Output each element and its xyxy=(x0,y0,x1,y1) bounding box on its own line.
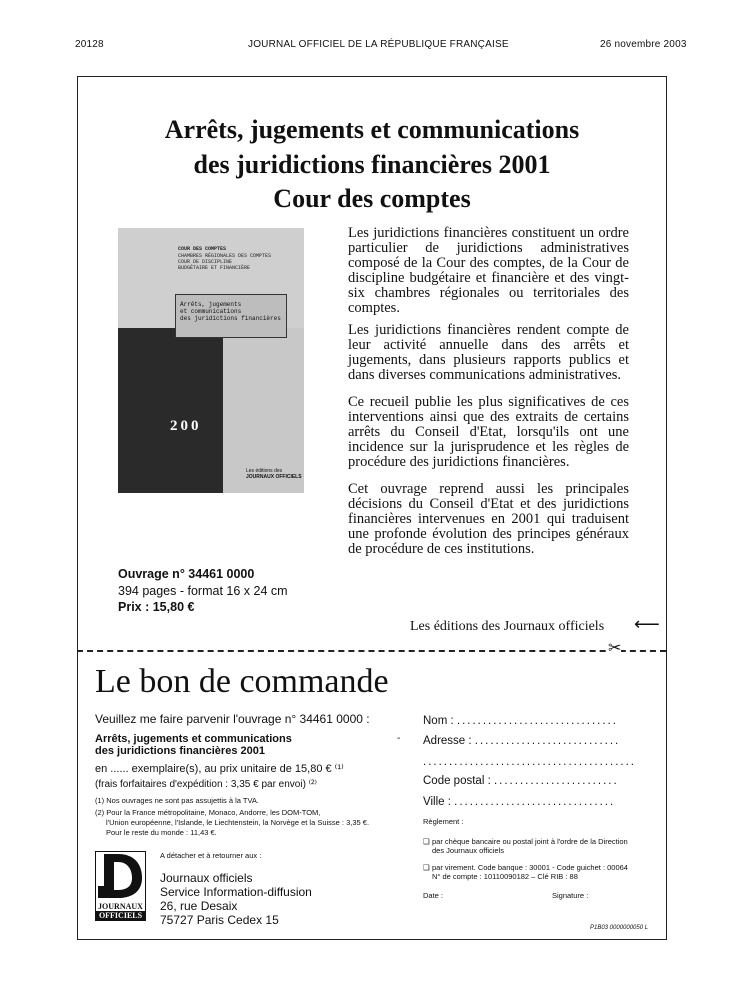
ville-label: Ville : xyxy=(423,796,451,808)
cover-publisher xyxy=(246,468,302,480)
book-cover-image xyxy=(118,228,304,493)
description-paragraph-4: Cet ouvrage reprend aussi les principales décisions du Conseil d'Etat et des juridictions financières intervenues en 2001 qui traduisent une profonde évolution des principes généraux de procédure de ces institutions. xyxy=(348,481,629,557)
description-paragraph-3: Ce recueil publie les plus significatives de ces interventions ainsi que des extraits de certains arrêts du Conseil d'Etat, lorsqu'ils ont une incidence sur la jurisprudence et les règles de procédure des juridictions financières. xyxy=(348,394,629,470)
footnote-2c: Pour le reste du monde : 11,43 €. xyxy=(106,828,217,837)
nom-dots: ............................... xyxy=(456,715,618,727)
book-title-line-3: Cour des comptes xyxy=(273,184,471,213)
address-line-2: Service Information-diffusion xyxy=(160,885,312,899)
cover-line-3: COUR DE DISCIPLINE xyxy=(178,259,233,265)
editions-label: Les éditions des Journaux officiels xyxy=(410,619,605,634)
reference-code: P1B03 0000000050 L xyxy=(590,925,649,931)
code-postal-label: Code postal : xyxy=(423,775,491,787)
page-number: 20128 xyxy=(75,39,104,50)
cover-box-line-2: et communications xyxy=(180,308,242,315)
adresse-line-2-field[interactable] xyxy=(423,755,636,769)
price: Prix : 15,80 € xyxy=(118,600,195,614)
book-title-line-1: Arrêts, jugements et communications xyxy=(164,115,580,144)
shipping-cost: (frais forfaitaires d'expédition : 3,35 € par envoi) ⁽²⁾ xyxy=(95,779,317,790)
cheque-line-2: des Journaux officiels xyxy=(432,846,504,855)
footnote-2a: (2) Pour la France métropolitaine, Monaco, Andorre, les DOM-TOM, xyxy=(95,808,321,817)
nom-label: Nom : xyxy=(423,715,454,727)
address-line-4: 75727 Paris Cedex 15 xyxy=(160,913,279,927)
cheque-checkbox[interactable]: ❑ xyxy=(423,837,430,846)
order-book-line-1: Arrêts, jugements et communications xyxy=(95,733,292,745)
adresse-dots: ............................ xyxy=(474,735,621,747)
address-line-1: Journaux officiels xyxy=(160,871,253,885)
footnote-1: (1) Nos ouvrages ne sont pas assujettis à la TVA. xyxy=(95,796,259,805)
cut-line xyxy=(77,650,666,652)
cover-title-box xyxy=(175,294,287,338)
journaux-officiels-logo xyxy=(95,851,146,921)
order-form-title: Le bon de commande xyxy=(95,663,389,700)
virement-line-1: par virement. Code banque : 30001 - Code guichet : 00064 xyxy=(432,863,628,872)
date-field[interactable]: Date : xyxy=(423,891,444,900)
ville-dots: ............................... xyxy=(454,796,616,808)
cover-line-1: COUR DES COMPTES xyxy=(178,246,227,252)
book-title-line-2: des juridictions financières 2001 xyxy=(193,150,551,179)
order-book-line-2: des juridictions financières 2001 xyxy=(95,745,265,757)
cover-publisher-line-2: JOURNAUX OFFICIELS xyxy=(246,474,302,480)
journal-title: JOURNAL OFFICIEL DE LA RÉPUBLIQUE FRANÇAISE xyxy=(248,39,509,50)
cover-box-line-3: des juridictions financières xyxy=(180,315,281,322)
cover-publisher-line-1: Les éditions des xyxy=(246,468,283,474)
quantity-field[interactable]: en ...... exemplaire(s), au prix unitaire de 15,80 € ⁽¹⁾ xyxy=(95,763,344,775)
ville-field[interactable] xyxy=(423,795,615,809)
virement-line-2: N° de compte : 10110090182 – Clé RIB : 88 xyxy=(432,872,578,881)
logo-text-2: OFFICIELS xyxy=(96,911,145,920)
issue-date: 26 novembre 2003 xyxy=(600,39,687,50)
cover-line-2: CHAMBRES RÉGIONALES DES COMPTES xyxy=(178,253,272,259)
scissors-icon: ✂ xyxy=(608,640,622,657)
detach-instruction: A détacher et à retourner aux : xyxy=(160,851,262,860)
virement-checkbox[interactable]: ❑ xyxy=(423,863,430,872)
adresse-line-2-dots: ......................................... xyxy=(423,756,636,768)
ouvrage-number: Ouvrage n° 34461 0000 xyxy=(118,567,255,581)
description-paragraph-2: Les juridictions financières rendent compte de leur activité annuelle dans des arrêts et jugements, dans plusieurs rapports publics et dans diverses communications administratives. xyxy=(348,322,629,383)
footnote-2b: l'Union européenne, l'Islande, le Liechtenstein, la Norvège et la Suisse : 3,35 €. xyxy=(106,818,370,827)
order-intro: Veuillez me faire parvenir l'ouvrage n° 34461 0000 : xyxy=(95,712,370,726)
page-format: 394 pages - format 16 x 24 cm xyxy=(118,584,288,598)
nom-field[interactable] xyxy=(423,714,618,728)
signature-field[interactable]: Signature : xyxy=(552,891,589,900)
adresse-label: Adresse : xyxy=(423,735,472,747)
dash-mark: - xyxy=(397,733,401,744)
jo-logo-icon xyxy=(96,852,145,900)
address-line-3: 26, rue Desaix xyxy=(160,899,238,913)
code-postal-dots: ........................ xyxy=(493,775,619,787)
cover-line-4: BUDGÉTAIRE ET FINANCIÈRE xyxy=(178,265,251,271)
logo-text-1: JOURNAUX xyxy=(98,902,143,911)
cover-box-line-1: Arrêts, jugements xyxy=(180,301,242,308)
code-postal-field[interactable] xyxy=(423,774,619,788)
cheque-line-1: par chèque bancaire ou postal joint à l'ordre de la Direction xyxy=(432,837,628,846)
arrow-left-icon: ⟵ xyxy=(634,614,660,634)
adresse-field[interactable] xyxy=(423,734,620,748)
cover-year: 200 xyxy=(170,418,202,434)
description-paragraph-1: Les juridictions financières constituent un ordre particulier de juridictions administratives composé de la Cour des comptes, de la Cour de discipline budgétaire et financière et des vingt-six chambres régionales ou territoriales des comptes. xyxy=(348,225,629,316)
reglement-label: Règlement : xyxy=(423,817,464,826)
